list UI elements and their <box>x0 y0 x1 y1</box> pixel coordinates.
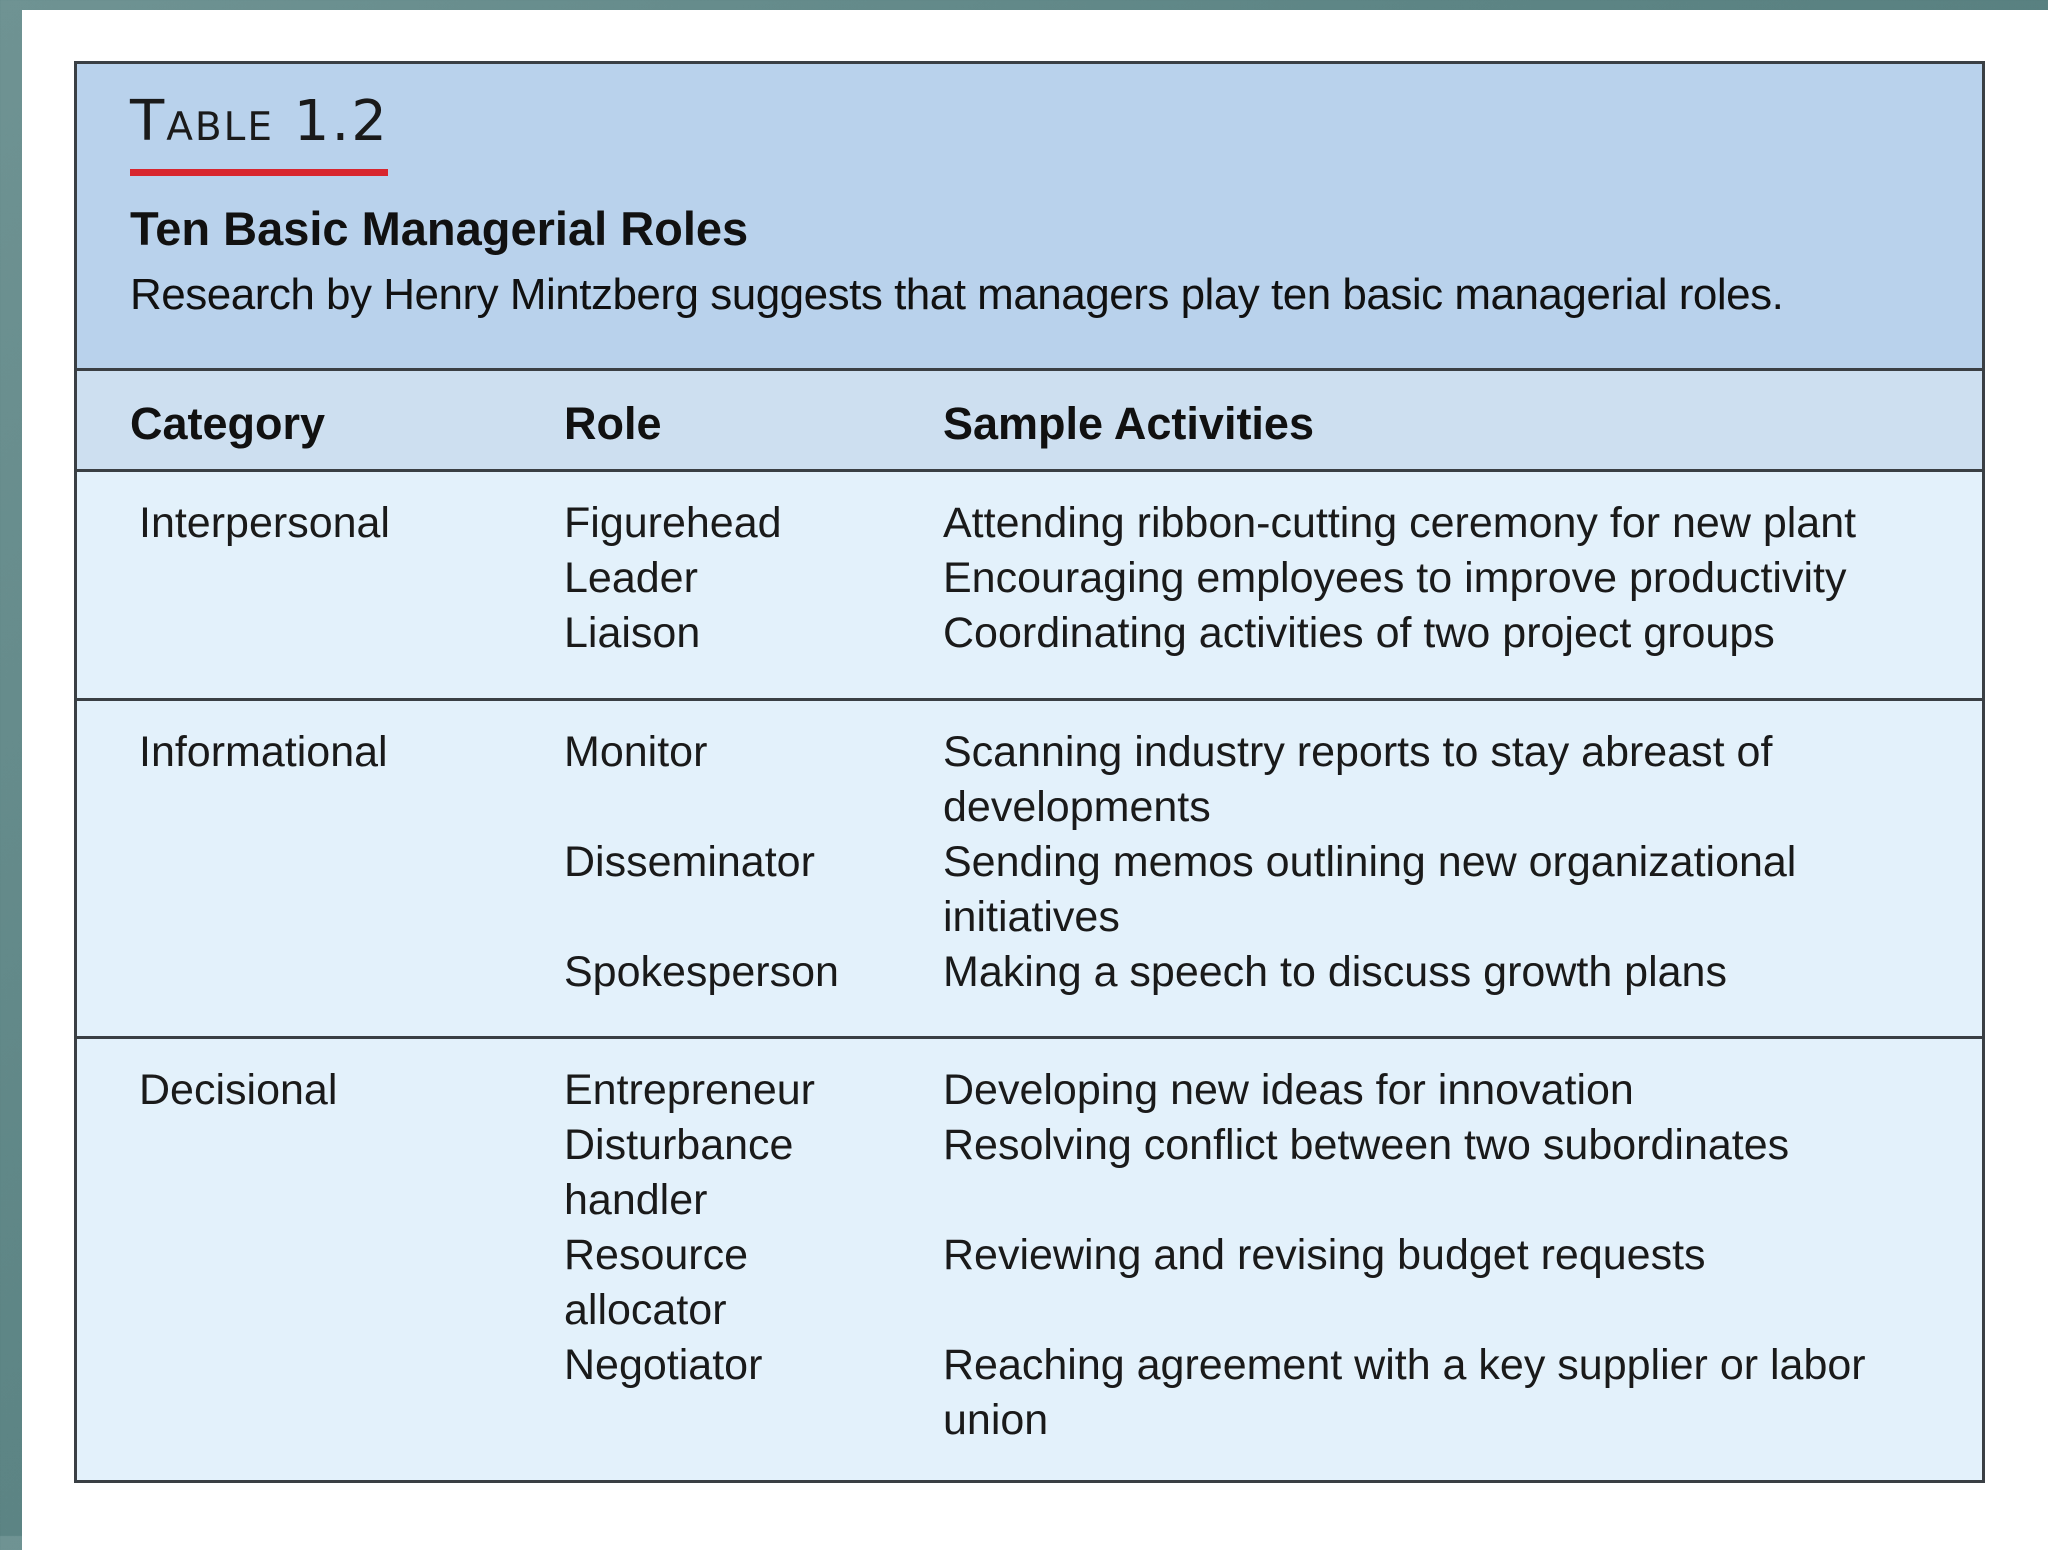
table-number-label: Table 1.2 <box>130 89 389 154</box>
table-title: Ten Basic Managerial Roles <box>130 202 749 255</box>
role-name: Monitor <box>564 728 708 776</box>
role-name: Leader <box>564 554 698 602</box>
column-header-sample-activities: Sample Activities <box>943 398 1314 449</box>
role-name: Figurehead <box>564 499 782 547</box>
column-header-role: Role <box>564 398 662 449</box>
category-label: Interpersonal <box>139 499 390 547</box>
role-name: Negotiator <box>564 1341 763 1389</box>
role-name: Spokesperson <box>564 948 839 996</box>
section-informational <box>77 701 1982 1039</box>
table-header <box>77 64 1982 371</box>
activity-text: Encouraging employees to improve productivity <box>943 554 1847 602</box>
activity-text: Resolving conflict between two subordinates <box>943 1121 1790 1169</box>
category-label: Informational <box>139 728 388 776</box>
role-name: Disseminator <box>564 838 815 886</box>
activity-text: Coordinating activities of two project groups <box>943 609 1775 657</box>
activity-text-continued: developments <box>943 783 1211 831</box>
activity-text-continued: initiatives <box>943 893 1120 941</box>
slide-page <box>22 10 2048 1550</box>
column-header-row <box>77 371 1982 472</box>
role-name: Disturbance <box>564 1121 794 1169</box>
role-name: Liaison <box>564 609 701 657</box>
activity-text-continued: union <box>943 1396 1049 1444</box>
category-label: Decisional <box>139 1066 338 1114</box>
section-decisional <box>77 1039 1982 1480</box>
column-header-category: Category <box>130 398 326 449</box>
managerial-roles-table <box>74 61 1985 1483</box>
activity-text: Reviewing and revising budget requests <box>943 1231 1706 1279</box>
table-label-underline <box>130 169 388 176</box>
activity-text: Sending memos outlining new organizational <box>943 838 1797 886</box>
role-name-continued: handler <box>564 1176 708 1224</box>
role-name: Resource <box>564 1231 749 1279</box>
section-interpersonal <box>77 472 1982 701</box>
activity-text: Attending ribbon-cutting ceremony for new plant <box>943 499 1857 547</box>
role-name: Entrepreneur <box>564 1066 815 1114</box>
activity-text: Developing new ideas for innovation <box>943 1066 1634 1114</box>
activity-text: Making a speech to discuss growth plans <box>943 948 1727 996</box>
role-name-continued: allocator <box>564 1286 727 1334</box>
table-subtitle: Research by Henry Mintzberg suggests that managers play ten basic managerial roles. <box>130 270 1784 319</box>
activity-text: Reaching agreement with a key supplier or labor <box>943 1341 1866 1389</box>
activity-text: Scanning industry reports to stay abreast of <box>943 728 1773 776</box>
